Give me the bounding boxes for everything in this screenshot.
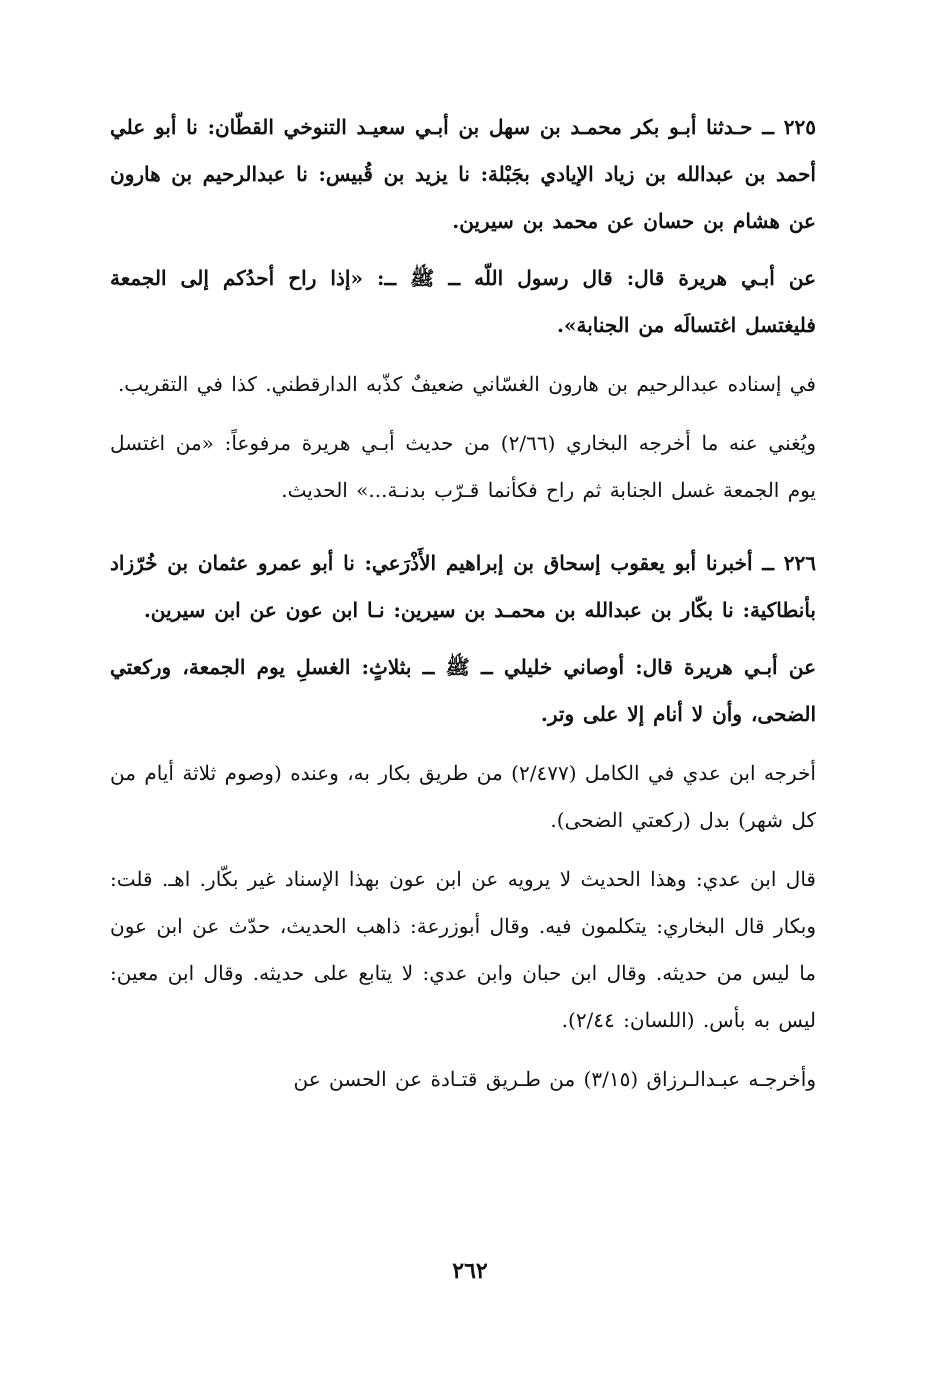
hadith-225-isnad: ٢٢٥ ــ حـدثنا أبـو بكر محمـد بن سهل بن أبـي سعيـد التنوخي القطّان: نا أبو علي أحمد بن عبدالله بن زياد الإيادي بجَبْلة: نا يزيد بن قُبيس: نا عبدالرحيم بن هارون عن هشام بن حسان عن محمد بن سيرين.	[110, 115, 816, 233]
hadith-225-note-bukhari: ويُغني عنه ما أخرجه البخاري (٢/٦٦) من حديث أبـي هريرة مرفوعاً: «من اغتسل يوم الجمعة غسل الجنابة ثم راح فكأنما قـرّب بدنـة...» الحديث.	[110, 431, 816, 502]
hadith-226-note-abdulrazzaq: وأخرجـه عبـدالـرزاق (٣/١٥) من طـريق قتـادة عن الحسن عن	[293, 1067, 816, 1091]
hadith-226-note-ibn-adi: أخرجه ابن عدي في الكامل (٢/٤٧٧) من طريق بكار به، وعنده (وصوم ثلاثة أيام من كل شهر) بدل (ركعتي الضحى).	[110, 761, 816, 832]
hadith-226-note-criticism: قال ابن عدي: وهذا الحديث لا يرويه عن ابن عون بهذا الإسناد غير بكّار. اهـ. قلت: وبكار قال البخاري: يتكلمون فيه. وقال أبوزرعة: ذاهب الحديث، حدّث عن ابن عون ما ليس من حديثه. وقال ابن حبان وابن عدي: لا يتابع على حديثه. وقال ابن معين: ليس به بأس. (اللسان: ٢/٤٤).	[110, 867, 816, 1032]
hadith-225-note-weak-narrator: في إسناده عبدالرحيم بن هارون الغسّاني ضعيفٌ كذّبه الدارقطني. كذا في التقريب.	[117, 372, 816, 396]
hadith-226-isnad: ٢٢٦ ــ أخبرنا أبو يعقوب إسحاق بن إبراهيم الأَذْرَعي: نا أبو عمرو عثمان بن خُرّزاد بأنطاكية: نا بكّار بن عبدالله بن محمـد بن سيرين: نـا ابن عون عن ابن سيرين.	[110, 551, 816, 622]
hadith-226-matn: عن أبـي هريرة قال: أوصاني خليلي ــ ﷺ ــ بثلاثٍ: الغسلِ يوم الجمعة، وركعتي الضحى، وأن لا أنام إلا على وتر.	[110, 655, 816, 726]
hadith-225-matn: عن أبـي هريرة قال: قال رسول اللّه ــ ﷺ ــ: «إذا راح أحدُكم إلى الجمعة فليغتسل اغتسالَه من الجنابة».	[110, 266, 816, 337]
page-number: ٢٦٢	[452, 1258, 488, 1284]
